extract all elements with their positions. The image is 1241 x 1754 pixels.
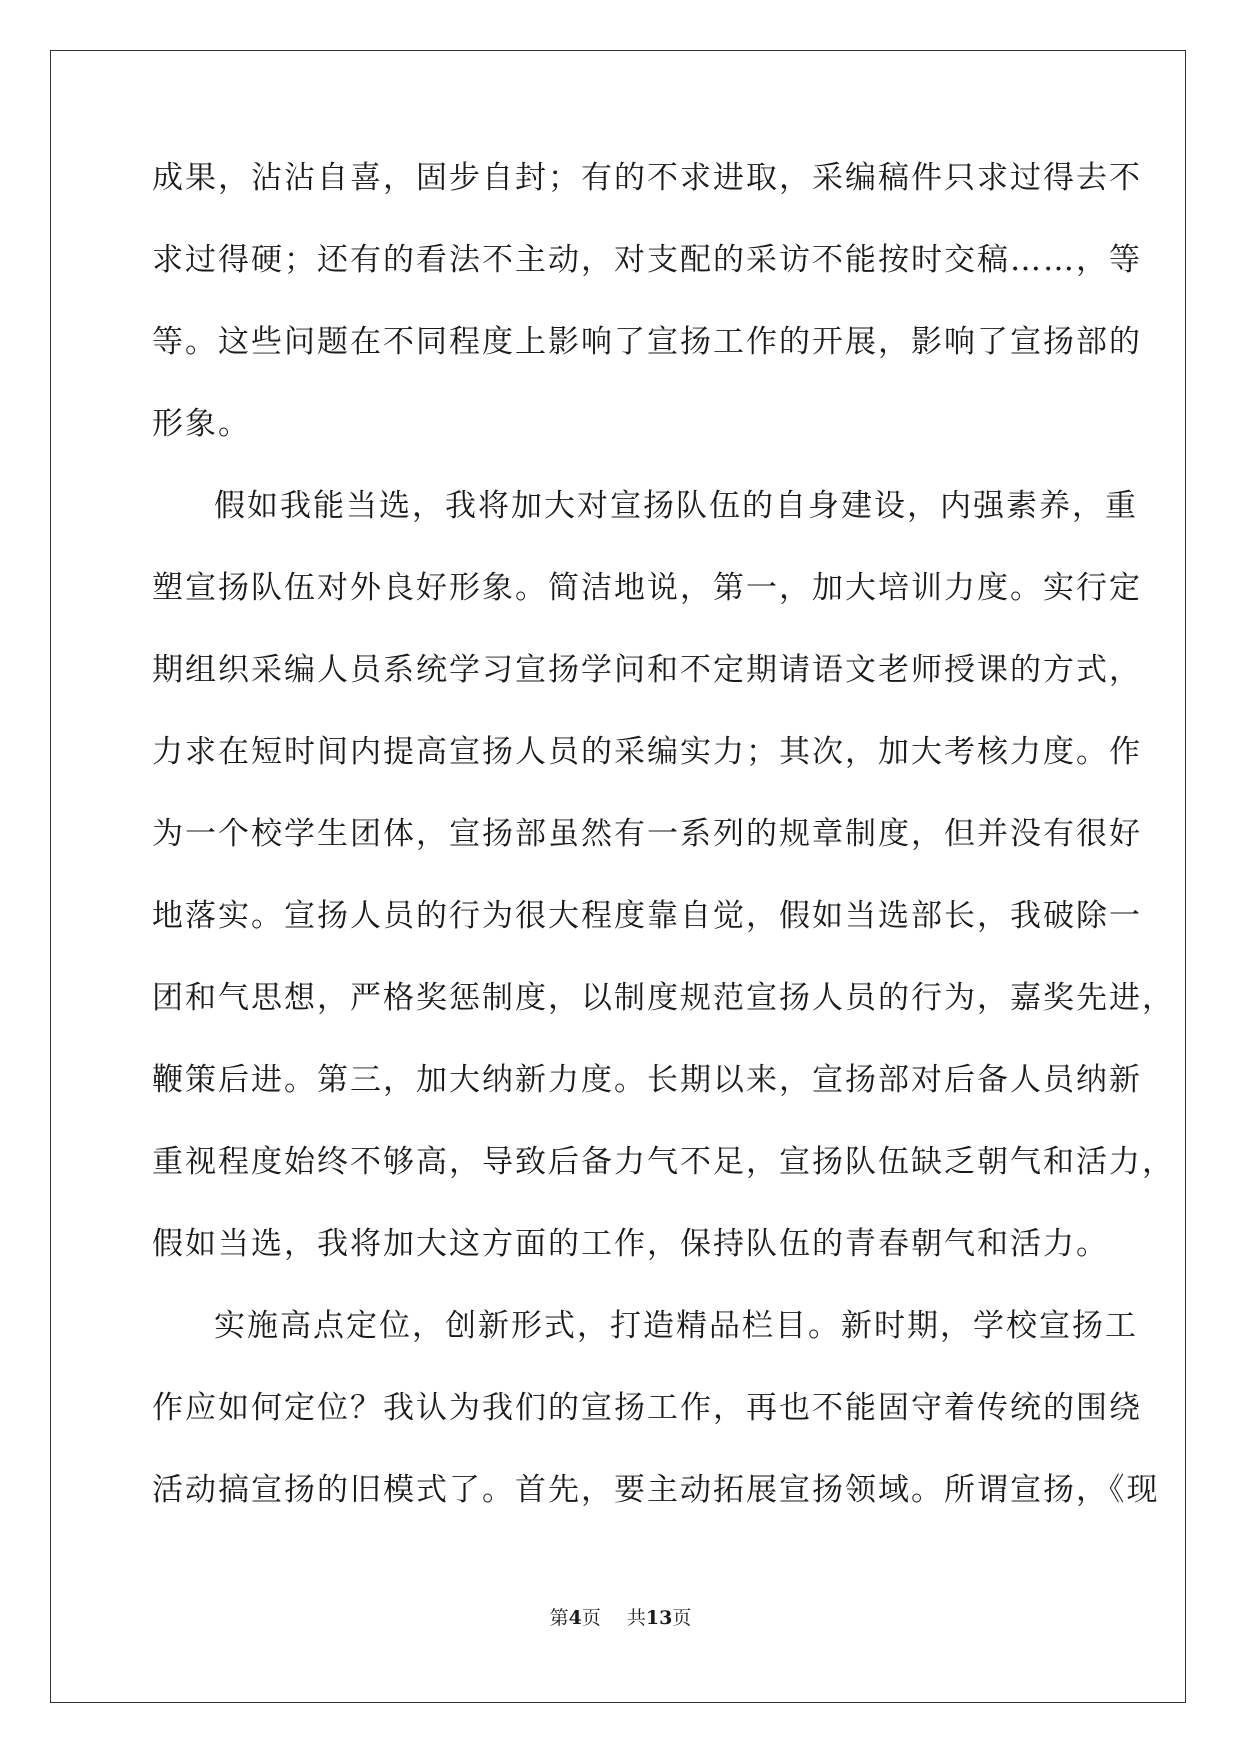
body-line-10: 地落实。宣扬人员的行为很大程度靠自觉，假如当选部长，我破除一 [152,898,1142,934]
body-line-6: 塑宣扬队伍对外良好形象。简洁地说，第一，加大培训力度。实行定 [152,570,1142,606]
total-prefix: 共 [626,1607,646,1629]
body-line-12: 鞭策后进。第三，加大纳新力度。长期以来，宣扬部对后备人员纳新 [152,1062,1142,1098]
body-line-3: 等。这些问题在不同程度上影响了宣扬工作的开展，影响了宣扬部的 [152,324,1142,360]
body-line-2: 求过得硬；还有的看法不主动，对支配的采访不能按时交稿……，等 [152,242,1142,278]
body-line-14: 假如当选，我将加大这方面的工作，保持队伍的青春朝气和活力。 [152,1226,1109,1262]
body-line-5: 假如我能当选，我将加大对宣扬队伍的自身建设，内强素养，重 [214,488,1138,524]
page-total: 13 [645,1607,673,1629]
body-line-17: 活动搞宣扬的旧模式了。首先，要主动拓展宣扬领域。所谓宣扬，《现 [152,1472,1160,1508]
document-body [152,158,1175,1552]
page-suffix: 页 [581,1607,601,1629]
page-prefix: 第 [549,1607,569,1629]
body-line-4: 形象。 [152,406,251,442]
body-line-13: 重视程度始终不够高，导致后备力气不足，宣扬队伍缺乏朝气和活力， [152,1144,1175,1180]
body-line-7: 期组织采编人员系统学习宣扬学问和不定期请语文老师授课的方式， [152,652,1142,688]
body-line-9: 为一个校学生团体，宣扬部虽然有一系列的规章制度，但并没有很好 [152,816,1142,852]
body-line-1: 成果，沾沾自喜，固步自封；有的不求进取，采编稿件只求过得去不 [152,160,1142,196]
body-line-8: 力求在短时间内提高宣扬人员的采编实力；其次，加大考核力度。作 [152,734,1142,770]
body-line-16: 作应如何定位？我认为我们的宣扬工作，再也不能固守着传统的围绕 [152,1390,1142,1426]
total-suffix: 页 [672,1607,692,1629]
page-current: 4 [568,1607,582,1629]
body-line-11: 团和气思想，严格奖惩制度，以制度规范宣扬人员的行为，嘉奖先进， [152,980,1175,1016]
page-footer [0,1603,1241,1630]
body-line-15: 实施高点定位，创新形式，打造精品栏目。新时期，学校宣扬工 [214,1308,1138,1344]
